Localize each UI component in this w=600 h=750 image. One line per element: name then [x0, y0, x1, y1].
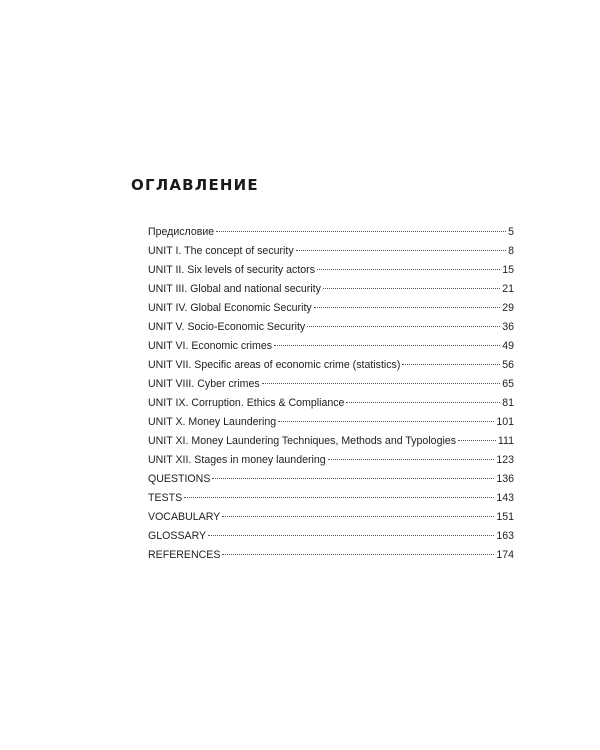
toc-entry[interactable] — [148, 280, 514, 299]
toc-entry-page-number: 15 — [502, 264, 514, 276]
dot-leader — [317, 269, 500, 270]
toc-entry-title: UNIT XII. Stages in money laundering — [148, 454, 326, 466]
toc-entry-page-number: 49 — [502, 340, 514, 352]
toc-entry-page-number: 5 — [508, 226, 514, 238]
toc-heading: ОГЛАВЛЕНИЕ — [131, 176, 259, 194]
dot-leader — [262, 383, 501, 384]
toc-entry-page-number: 151 — [496, 511, 514, 523]
toc-entry[interactable] — [148, 299, 514, 318]
toc-entry-page-number: 174 — [496, 549, 514, 561]
toc-entry-page-number: 123 — [496, 454, 514, 466]
toc-entry-page-number: 101 — [496, 416, 514, 428]
toc-entry-title: UNIT IX. Corruption. Ethics & Compliance — [148, 397, 345, 409]
dot-leader — [323, 288, 500, 289]
toc-entry-title: GLOSSARY — [148, 530, 207, 542]
toc-entry-page-number: 21 — [502, 283, 514, 295]
toc-entry-page-number: 29 — [502, 302, 514, 314]
toc-entry-title: TESTS — [148, 492, 183, 504]
toc-entry-page-number: 8 — [508, 245, 514, 257]
toc-entry-title: UNIT III. Global and national security — [148, 283, 321, 295]
toc-entry-page-number: 56 — [502, 359, 514, 371]
dot-leader — [212, 478, 494, 479]
dot-leader — [458, 440, 496, 441]
toc-list — [148, 223, 514, 565]
toc-entry-title: Предисловие — [148, 226, 215, 238]
dot-leader — [314, 307, 501, 308]
toc-entry[interactable] — [148, 413, 514, 432]
toc-entry-title: UNIT X. Money Laundering — [148, 416, 277, 428]
toc-entry[interactable] — [148, 527, 514, 546]
toc-entry-title: UNIT VI. Economic crimes — [148, 340, 273, 352]
toc-entry[interactable] — [148, 508, 514, 527]
toc-entry-title: UNIT VIII. Cyber crimes — [148, 378, 260, 390]
toc-entry[interactable] — [148, 242, 514, 261]
dot-leader — [346, 402, 500, 403]
toc-entry-page-number: 163 — [496, 530, 514, 542]
toc-entry-title: UNIT V. Socio-Economic Security — [148, 321, 306, 333]
toc-entry[interactable] — [148, 337, 514, 356]
dot-leader — [222, 516, 494, 517]
toc-entry-page-number: 65 — [502, 378, 514, 390]
toc-entry[interactable] — [148, 451, 514, 470]
toc-entry[interactable] — [148, 261, 514, 280]
toc-entry[interactable] — [148, 356, 514, 375]
toc-entry-title: UNIT VII. Specific areas of economic crime (statistics) — [148, 359, 401, 371]
toc-entry-title: UNIT IV. Global Economic Security — [148, 302, 312, 314]
dot-leader — [208, 535, 494, 536]
dot-leader — [328, 459, 495, 460]
dot-leader — [216, 231, 506, 232]
toc-entry[interactable] — [148, 470, 514, 489]
toc-entry-page-number: 81 — [502, 397, 514, 409]
dot-leader — [296, 250, 506, 251]
dot-leader — [184, 497, 494, 498]
toc-entry-title: UNIT I. The concept of security — [148, 245, 294, 257]
toc-entry[interactable] — [148, 394, 514, 413]
toc-entry-title: UNIT XI. Money Laundering Techniques, Methods and Typologies — [148, 435, 456, 447]
toc-entry[interactable] — [148, 546, 514, 565]
toc-entry[interactable] — [148, 489, 514, 508]
dot-leader — [278, 421, 494, 422]
toc-entry-page-number: 111 — [497, 435, 514, 447]
toc-entry-title: UNIT II. Six levels of security actors — [148, 264, 315, 276]
toc-entry-page-number: 143 — [496, 492, 514, 504]
dot-leader — [222, 554, 494, 555]
toc-entry-title: VOCABULARY — [148, 511, 221, 523]
toc-entry[interactable] — [148, 432, 514, 451]
dot-leader — [307, 326, 500, 327]
toc-entry-title: QUESTIONS — [148, 473, 211, 485]
toc-entry-page-number: 36 — [502, 321, 514, 333]
toc-entry[interactable] — [148, 375, 514, 394]
toc-entry[interactable] — [148, 318, 514, 337]
toc-entry[interactable] — [148, 223, 514, 242]
dot-leader — [402, 364, 500, 365]
toc-entry-title: REFERENCES — [148, 549, 221, 561]
dot-leader — [274, 345, 500, 346]
toc-entry-page-number: 136 — [496, 473, 514, 485]
